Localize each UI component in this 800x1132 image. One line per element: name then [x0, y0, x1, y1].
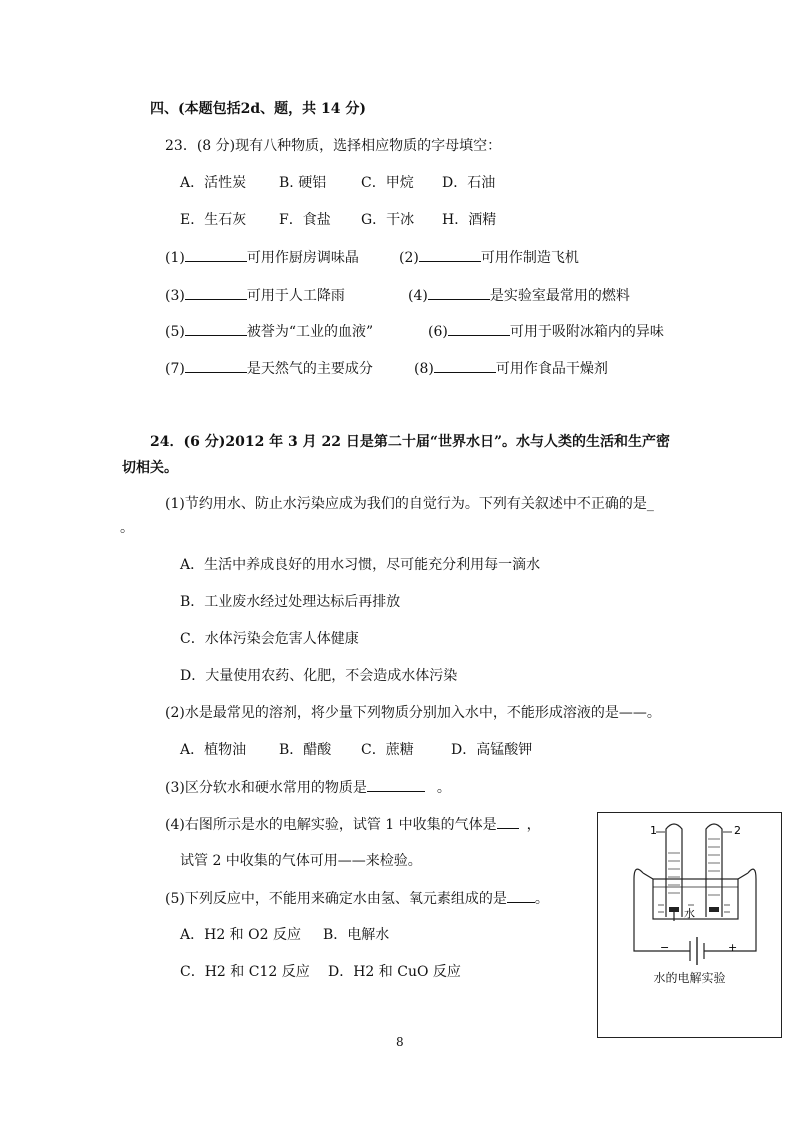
q23-option-e: E．生石灰 — [180, 212, 247, 228]
electrolysis-diagram — [598, 813, 783, 1039]
answer-blank[interactable] — [419, 248, 481, 262]
q24-p5-option-c: C．H2 和 C12 反应 — [180, 964, 310, 980]
answer-blank[interactable] — [507, 889, 535, 903]
q23-option-h: H．酒精 — [442, 212, 497, 228]
q24-part4-line2: 试管 2 中收集的气体可用——来检验。 — [180, 853, 422, 869]
q24-p1-option-d: D．大量使用农药、化肥，不会造成水体污染 — [180, 668, 458, 684]
q23-option-g: G．干冰 — [361, 212, 415, 228]
answer-blank[interactable] — [434, 359, 496, 373]
negative-terminal-label: − — [660, 941, 670, 954]
water-label: 水 — [684, 907, 695, 920]
q24-title-line2: 切相关。 — [122, 460, 178, 476]
q24-p2-option-b: B．醋酸 — [279, 742, 332, 758]
q24-p5-option-a: A．H2 和 O2 反应 — [180, 927, 301, 943]
q24-title-line1: 24．(6 分)2012 年 3 月 22 日是第二十届“世界水日”。水与人类的生活和生产密 — [150, 434, 671, 450]
tube-1-label: 1 — [650, 824, 657, 837]
q24-part4: (4)右图所示是水的电解实验，试管 1 中收集的气体是 ， — [165, 817, 541, 833]
answer-blank[interactable] — [497, 815, 519, 829]
answer-blank[interactable] — [185, 322, 247, 336]
tube-2-label: 2 — [734, 824, 741, 837]
q23-option-c: C．甲烷 — [361, 175, 414, 191]
test-tube-2 — [706, 824, 722, 917]
answer-blank[interactable] — [367, 778, 425, 792]
q23-title: 23．(8 分)现有八种物质，选择相应物质的字母填空： — [165, 138, 502, 154]
q23-item-4: (4) 是实验室最常用的燃料 — [408, 288, 630, 304]
q23-option-b: B. 硬铝 — [279, 175, 327, 191]
q24-p2-option-d: D．高锰酸钾 — [451, 742, 533, 758]
q24-part1: (1)节约用水、防止水污染应成为我们的自觉行为。下列有关叙述中不正确的是_ — [165, 496, 654, 512]
answer-blank[interactable] — [428, 286, 490, 300]
q24-p2-option-c: C．蔗糖 — [361, 742, 414, 758]
q23-option-f: F．食盐 — [279, 212, 331, 228]
positive-terminal-label: + — [728, 941, 738, 954]
q23-item-5: (5) 被誉为“工业的血液” — [165, 324, 374, 340]
answer-blank[interactable] — [448, 322, 510, 336]
q23-item-2: (2) 可用作制造飞机 — [399, 250, 579, 266]
q24-p5-option-d: D．H2 和 CuO 反应 — [328, 964, 461, 980]
q24-part1-cont: 。 — [120, 520, 134, 536]
answer-blank[interactable] — [185, 286, 247, 300]
q24-p5-option-b: B．电解水 — [323, 927, 390, 943]
q24-p1-option-c: C．水体污染会危害人体健康 — [180, 631, 359, 647]
section-heading: 四、(本题包括2d、题，共 14 分) — [150, 101, 367, 117]
q23-item-8: (8) 可用作食品干燥剂 — [414, 361, 608, 377]
q24-p2-option-a: A．植物油 — [180, 742, 247, 758]
q24-p1-option-a: A．生活中养成良好的用水习惯，尽可能充分利用每一滴水 — [180, 557, 541, 573]
electrode-2 — [709, 907, 719, 912]
answer-blank[interactable] — [185, 359, 247, 373]
q23-item-3: (3) 可用于人工降雨 — [165, 288, 345, 304]
q23-option-d: D．石油 — [442, 175, 496, 191]
q23-item-1: (1) 可用作厨房调味晶 — [165, 250, 359, 266]
electrolysis-figure — [597, 812, 782, 1038]
q23-item-6: (6) 可用于吸附冰箱内的异味 — [428, 324, 664, 340]
figure-caption: 水的电解实验 — [653, 971, 726, 985]
test-tube-1 — [666, 824, 682, 917]
page-number: 8 — [396, 1035, 404, 1049]
q23-item-7: (7) 是天然气的主要成分 — [165, 361, 373, 377]
q24-part3: (3)区分软水和硬水常用的物质是 。 — [165, 780, 451, 796]
electrode-1 — [669, 907, 679, 912]
q23-option-a: A．活性炭 — [180, 175, 247, 191]
q24-part2: (2)水是最常见的溶剂，将少量下列物质分别加入水中，不能形成溶液的是——。 — [165, 705, 661, 721]
q24-p1-option-b: B．工业废水经过处理达标后再排放 — [180, 594, 401, 610]
q24-part5: (5)下列反应中，不能用来确定水由氢、氧元素组成的是 。 — [165, 891, 549, 907]
answer-blank[interactable] — [185, 248, 247, 262]
